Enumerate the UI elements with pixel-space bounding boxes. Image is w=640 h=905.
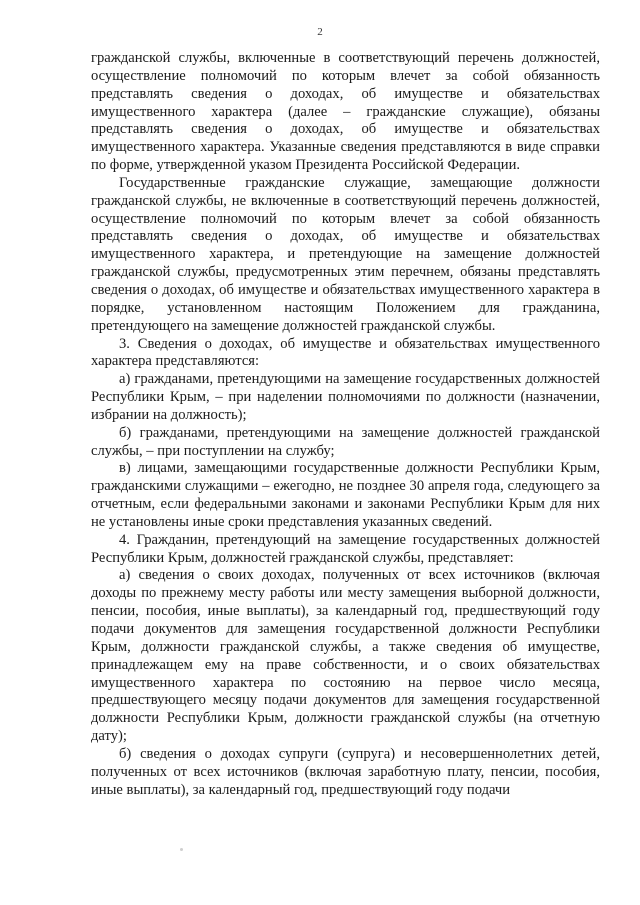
paragraph-4-heading: 4. Гражданин, претендующий на замещение государственных должностей Республики Крым, должностей гражданской службы, представляет: [91, 531, 600, 566]
paragraph-4-b: б) сведения о доходах супруги (супруга) и несовершеннолетних детей, полученных от всех источников (включая заработную плату, пенсии, пособия, иные выплаты), за календарный год, предшествующий году подачи [91, 745, 600, 798]
document-body [91, 50, 600, 799]
paragraph-3-heading: 3. Сведения о доходах, об имуществе и обязательствах имущественного характера представляются: [91, 335, 600, 370]
paragraph-civil-servants: Государственные гражданские служащие, замещающие должности гражданской службы, не включенные в соответствующий перечень должностей, осуществление полномочий по которым влечет за собой обязанность представлять сведения о доходах, об имуществе и обязательствах имущественного характера, и претендующие на замещение должностей гражданской службы, предусмотренных этим перечнем, обязаны представлять сведения о доходах, об имуществе и обязательствах имущественного характера в порядке, установленном настоящим Положением для гражданина, претендующего на замещение должностей гражданской службы. [91, 174, 600, 334]
scan-speck [180, 848, 183, 851]
paragraph-4-a: а) сведения о своих доходах, полученных от всех источников (включая доходы по прежнему месту работы или месту замещения выборной должности, пенсии, пособия, иные выплаты), за календарный год, предшествующий году подачи документов для замещения государственной должности Республики Крым, должности гражданской службы, а также сведения об имуществе, принадлежащем ему на праве собственности, и о своих обязательствах имущественного характера по состоянию на первое число месяца, предшествующего месяцу подачи документов для замещения государственной должности Республики Крым, должности гражданской службы (на отчетную дату); [91, 567, 600, 745]
page-number: 2 [317, 26, 323, 38]
paragraph-3-b: б) гражданами, претендующими на замещение должностей гражданской службы, – при поступлении на службу; [91, 424, 600, 459]
paragraph-3-a: а) гражданами, претендующими на замещение государственных должностей Республики Крым, – при наделении полномочиями по должности (назначении, избрании на должность); [91, 371, 600, 423]
paragraph-3-v: в) лицами, замещающими государственные должности Республики Крым, гражданскими служащими – ежегодно, не позднее 30 апреля года, следующего за отчетным, если федеральными законами и законами Республики Крым для них не установлены иные сроки представления указанных сведений. [91, 460, 600, 530]
paragraph-continuation: гражданской службы, включенные в соответствующий перечень должностей, осуществление полномочий по которым влечет за собой обязанность представлять сведения о доходах, об имуществе и обязательствах имущественного характера (далее – гражданские служащие), обязаны представлять сведения о доходах, об имуществе и обязательствах имущественного характера. Указанные сведения представляются в виде справки по форме, утвержденной указом Президента Российской Федерации. [91, 50, 600, 174]
